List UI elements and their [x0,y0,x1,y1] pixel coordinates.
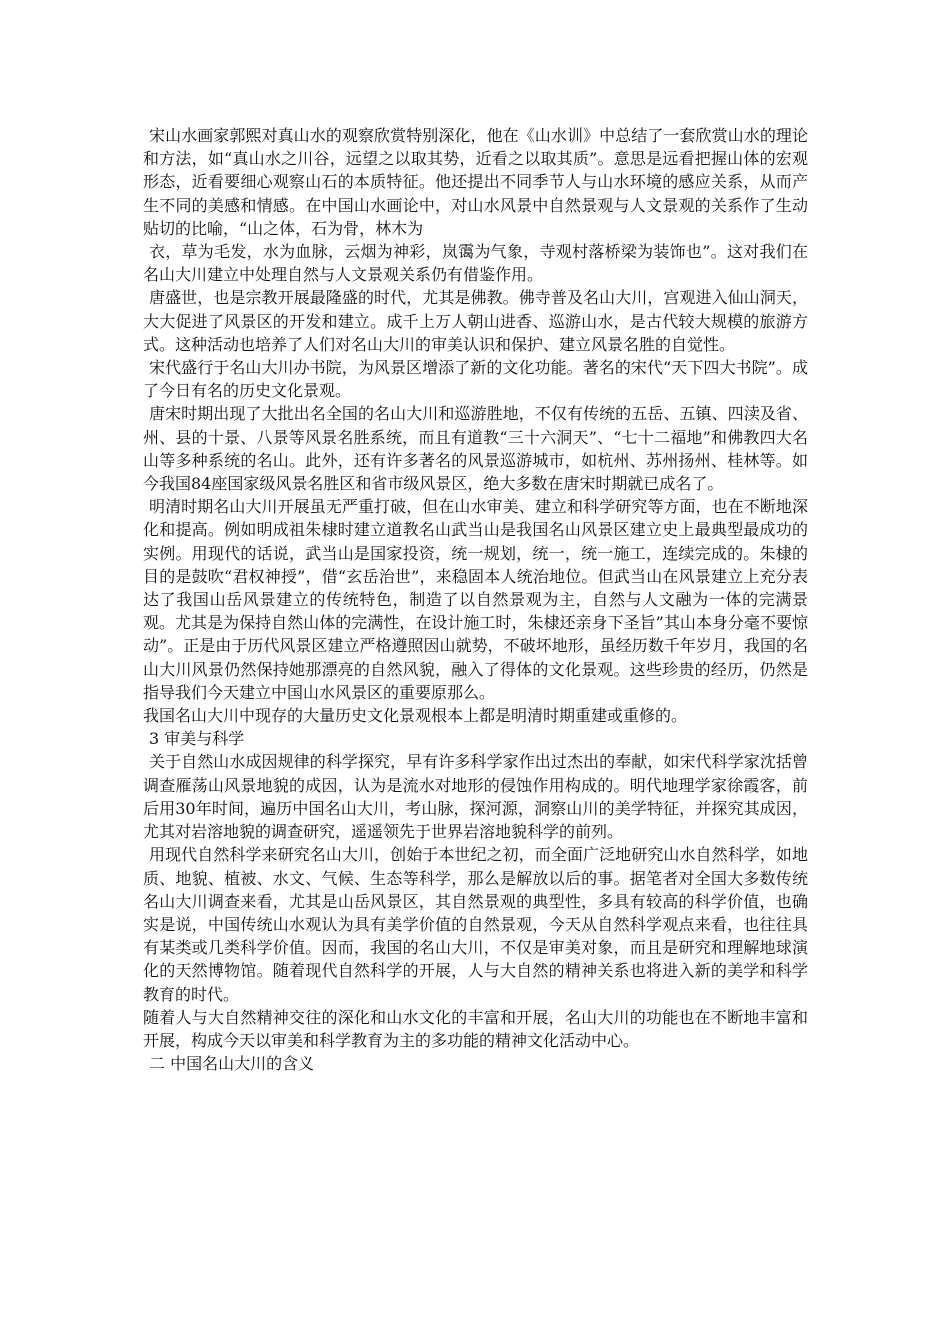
paragraph-tang-religion: 唐盛世，也是宗教开展最隆盛的时代，尤其是佛教。佛寺普及名山大川，宫观进入仙山洞天，大大促进了风景区的开发和建立。成千上万人朝山进香、巡游山水，是古代较大规模的旅游方式。这种活动也培养了人们对名山大川的审美认识和保护、建立风景名胜的自觉性。 [143,288,808,354]
paragraph-scientific-inquiry: 关于自然山水成因规律的科学探究，早有许多科学家作出过杰出的奉献，如宋代科学家沈括曾调查雁荡山风景地貌的成因，认为是流水对地形的侵蚀作用构成的。明代地理学家徐霞客，前后用30年时间，遍历中国名山大川，考山脉，探河源，洞察山川的美学特征，并探究其成因，尤其对岩溶地貌的调查研究，遥遥领先于世界岩溶地貌科学的前列。 [143,752,808,842]
paragraph-guoxi [143,124,808,286]
paragraph-guoxi-part2: 衣，草为毛发，水为血脉，云烟为神彩，岚霭为气象，寺观村落桥梁为装饰也”。这对我们在名山大川建立中处理自然与人文景观关系仍有借鉴作用。 [143,242,808,285]
section-heading-aesthetics-science: 3 审美与科学 [149,729,245,749]
paragraph-guoxi-part1: 宋山水画家郭熙对真山水的观察欣赏特别深化，他在《山水训》中总结了一套欣赏山水的理论和方法，如“真山水之川谷，远望之以取其势，近看之以取其质”。意思是远看把握山体的宏观形态，近看要细心观察山石的本质特征。他还提出不同季节人与山水环境的感应关系，从而产生不同的美感和情感。在中国山水画论中，对山水风景中自然景观与人文景观的关系作了生动贴切的比喻，“山之体，石为骨，林木为 [143,126,808,238]
paragraph-cultural-center: 随着人与大自然精神交往的深化和山水文化的丰富和开展，名山大川的功能也在不断地丰富和开展，构成今天以审美和科学教育为主的多功能的精神文化活动中心。 [143,1007,808,1050]
paragraph-ming-qing: 明清时期名山大川开展虽无严重打破，但在山水审美、建立和科学研究等方面，也在不断地深化和提高。例如明成祖朱棣时建立道教名山武当山是我国名山风景区建立史上最典型最成功的实例。用现代的话说，武当山是国家投资，统一规划，统一，统一施工，连续完成的。朱棣的目的是鼓吹“君权神授”，借“玄岳治世”，来稳固本人统治地位。但武当山在风景建立上充分表达了我国山岳风景建立的传统特色，制造了以自然景观为主，自然与人文融为一体的完满景观。尤其是为保持自然山体的完满性，在设计施工时，朱棣还亲身下圣旨”其山本身分毫不要惊动”。正是由于历代风景区建立严格遵照因山就势，不破坏地形，虽经历数千年岁月，我国的名山大川风景仍然保持她那漂亮的自然风貌，融入了得体的文化景观。这些珍贵的经历，仍然是指导我们今天建立中国山水风景区的重要原那么。 [143,497,808,702]
paragraph-historic-landscapes: 我国名山大川中现存的大量历史文化景观根本上都是明清时期重建或重修的。 [143,706,688,726]
paragraph-tang-song-mountains: 唐宋时期出现了大批出名全国的名山大川和巡游胜地，不仅有传统的五岳、五镇、四渎及省、州、县的十景、八景等风景名胜系统，而且有道教“三十六洞天”、“七十二福地”和佛教四大名山等多种系统的名山。此外，还有许多著名的风景巡游城市，如杭州、苏州扬州、桂林等。如今我国84座国家级风景名胜区和省市级风景区，绝大多数在唐宋时期就已成名了。 [143,404,808,494]
document-body [143,124,808,1075]
paragraph-song-academies: 宋代盛行于名山大川办书院，为风景区增添了新的文化功能。著名的宋代“天下四大书院”。成了今日有名的历史文化景观。 [143,358,808,401]
paragraph-modern-science: 用现代自然科学来研究名山大川，创始于本世纪之初，而全面广泛地研究山水自然科学，如地质、地貌、植被、水文、气候、生态等科学，那么是解放以后的事。据笔者对全国大多数传统名山大川调查来看，尤其是山岳风景区，其自然景观的典型性，多具有较高的科学价值，也确实是说，中国传统山水观认为具有美学价值的自然景观，今天从自然科学观点来看，也往往具有某类或几类科学价值。因而，我国的名山大川，不仅是审美对象，而且是研究和理解地球演化的天然博物馆。随着现代自然科学的开展，人与大自然的精神关系也将进入新的美学和科学教育的时代。 [143,845,808,1004]
section-heading-meaning: 二 中国名山大川的含义 [149,1054,315,1074]
